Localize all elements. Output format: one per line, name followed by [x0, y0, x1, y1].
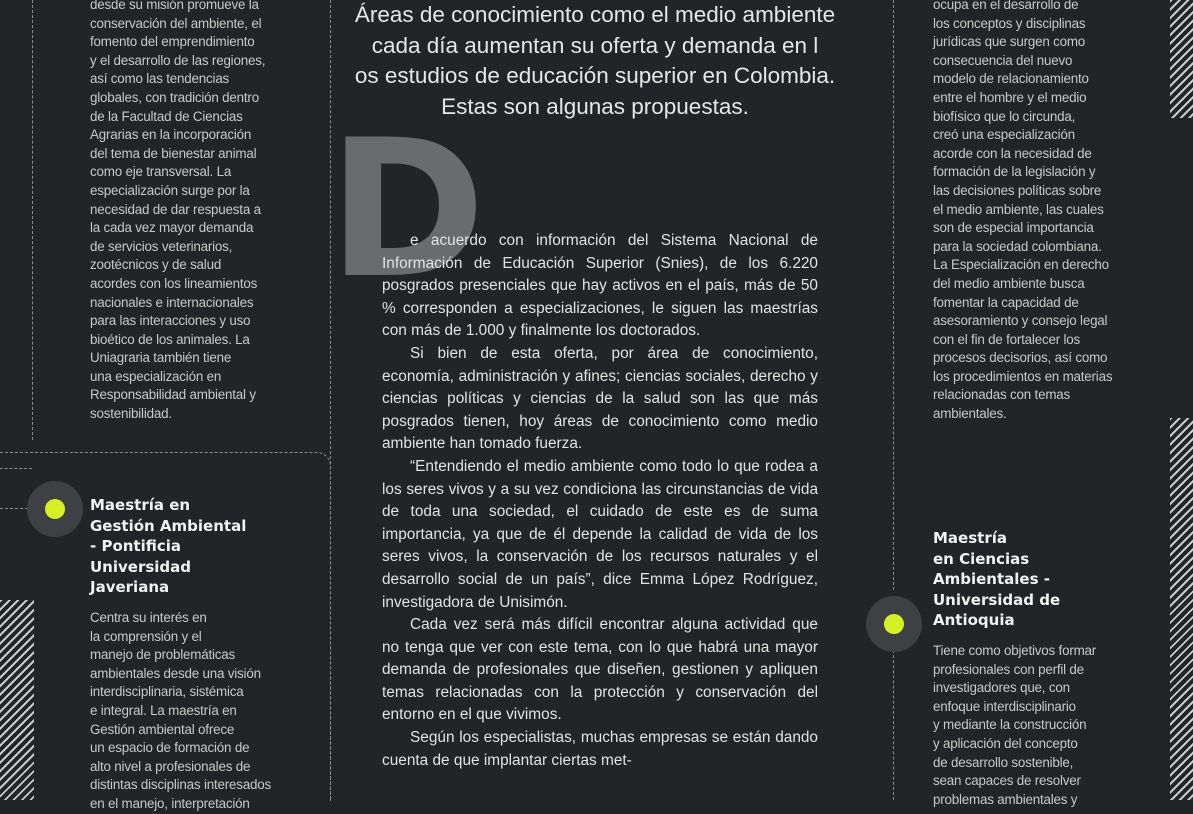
left-bottom-paragraph: Centra su interés en la comprensión y el manejo de problemáticas ambientales desde una visión interdisciplinaria, sistémica e integral. La maestría en Gestión ambiental ofrece un espacio de formación de alto nivel a profesionales de distintas disciplinas interesados en el manejo, interpretación — [90, 610, 271, 811]
left-top-paragraph: desde su misión promueve la conservación del ambiente, el fomento del emprendimiento y el desarrollo de las regiones, así como las tendencias globales, con tradición dentro de la Facultad de Ciencias Agrarias en la incorporación del tema de bienestar animal como eje transversal. La especialización surge por la necesidad de dar respuesta a la cada vez mayor demanda de servicios veterinarios, zootécnicos y de salud acordes con los lineamientos nacionales e internacionales para las interacciones y uso bioético de los animales. La Uniagraria también tiene una especialización en Responsabilidad ambiental y sostenibilidad. — [90, 0, 266, 422]
right-column-divider — [893, 0, 894, 590]
right-top-paragraph: ocupa en el desarrollo de los conceptos y disciplinas jurídicas que surgen como consecuencia del nuevo modelo de relacionamiento entre el hombre y el medio biofísico que lo circunda, creó una especialización acorde con la necesidad de formación de la legislación y las decisiones políticas sobre el medio ambiente, las cuales son de especial importancia para la sociedad colombiana. La Especialización en derecho del medio ambiente busca fomentar la capacidad de asesoramiento y consejo legal con el fin de fortalecer los procesos decisorios, así como los procedimientos en materias relacionadas con temas ambientales. — [933, 0, 1113, 422]
body-paragraph-1: e acuerdo con información del Sistema Nacional de Información de Educación Superior (Snies), de los 6.220 posgrados presenciales que hay activos en el país, más de 50 % corresponden a especializaciones, le siguen las maestrías con más de 1.000 y finalmente los doctorados. — [382, 232, 818, 340]
body-paragraph-2: Si bien de esta oferta, por área de conocimiento, economía, administración y afines; ciencias sociales, derecho y ciencias políticas y ciencias de la salud son las que más posgrados tienen, hoy áreas de conocimiento como medio ambiente han tomado fuerza. — [382, 344, 818, 453]
right-bottom-paragraph: Tiene como objetivos formar profesionales con perfil de investigadores que, con enfoque interdisciplinario y mediante la construcción y aplicación del concepto de desarrollo sostenible, sean capaces de resolver problemas ambientales y — [933, 643, 1097, 807]
hatch-stripe-left — [0, 600, 34, 800]
left-dot-connector — [0, 508, 28, 509]
right-column-divider-lower — [893, 650, 894, 800]
article-body — [382, 230, 818, 772]
accent-dot-icon — [884, 614, 904, 634]
right-section-heading: Maestría en Ciencias Ambientales - Universidad de Antioquia — [933, 529, 1061, 629]
right-bullet-dot — [866, 596, 922, 652]
accent-dot-icon — [45, 499, 65, 519]
left-outer-rule — [32, 0, 33, 440]
body-paragraph-5: Según los especialistas, muchas empresas se están dando cuenta de que implantar ciertas met- — [382, 729, 818, 769]
body-paragraph-3: “Entendiendo el medio ambiente como todo lo que rodea a los seres vivos y a su vez condiciona las circunstancias de vida de toda una sociedad, el cuidado de este es de suma importancia, ya que de él depende la calidad de vida de los seres vivos, la conservación de los recursos naturales y el desarrollo social de un país”, dice Emma López Rodríguez, investigadora de Unisimón. — [382, 457, 818, 611]
body-paragraph-4: Cada vez será más difícil encontrar alguna actividad que no tenga que ver con este tema, con lo que habrá una mayor demanda de profesionales que diseñen, gestionen y apliquen temas relacionadas con la protección y conservación del entorno en el que vivimos. — [382, 616, 818, 724]
left-section-heading: Maestría en Gestión Ambiental - Pontificia Universidad Javeriana — [90, 496, 247, 596]
drop-cap: D — [328, 99, 486, 320]
hatch-stripe-right-bottom — [1170, 418, 1193, 800]
left-bullet-dot — [27, 481, 83, 537]
left-top-corner — [0, 380, 32, 469]
hatch-stripe-right-top — [1170, 0, 1193, 118]
intro-standfirst: Áreas de conocimiento como el medio ambiente cada día aumentan su oferta y demanda en l os estudios de educación superior en Colombia. Estas son algunas propuestas. — [354, 2, 836, 119]
